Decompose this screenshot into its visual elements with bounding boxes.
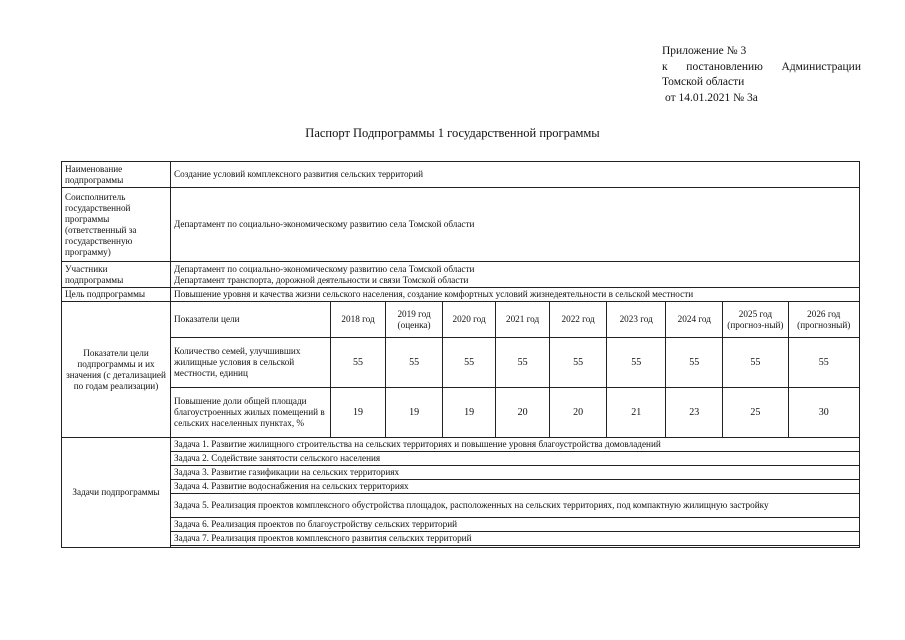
indicator-value: 55 [550, 338, 607, 388]
value-goal: Повышение уровня и качества жизни сельского населения, создание комфортных условий жизнедеятельности в сельской местности [171, 288, 860, 302]
appendix-line-4: от 14.01.2021 № 3а [665, 91, 758, 104]
row-name [62, 162, 860, 188]
indicator-value: 19 [386, 388, 443, 438]
label-name: Наименование подпрограммы [62, 162, 171, 188]
appendix-line-2-word-3: Администрации [781, 60, 861, 73]
row-participants [62, 262, 860, 288]
task-row [62, 466, 860, 480]
indicator-value: 20 [496, 388, 550, 438]
indicators-header: Показатели цели [171, 302, 331, 338]
label-indicators: Показатели цели подпрограммы и их значения (с детализацией по годам реализации) [62, 302, 171, 438]
appendix-block [662, 44, 861, 106]
value-coexecutor: Департамент по социально-экономическому развитию села Томской области [171, 188, 860, 262]
indicator-value: 21 [607, 388, 666, 438]
appendix-line-2-word-2: постановлению [686, 60, 763, 73]
task-row [62, 438, 860, 452]
task-row [62, 532, 860, 546]
participant-2: Департамент транспорта, дорожной деятельности и связи Томской области [174, 274, 469, 285]
indicator-value: 19 [443, 388, 496, 438]
indicator-name: Количество семей, улучшивших жилищные условия в сельской местности, единиц [171, 338, 331, 388]
task-item: Задача 5. Реализация проектов комплексного обустройства площадок, расположенных на сельских территориях, под компактную жилищную застройку [171, 494, 860, 518]
row-goal [62, 288, 860, 302]
indicator-value: 23 [666, 388, 723, 438]
indicator-value: 19 [331, 388, 386, 438]
indicator-value: 55 [496, 338, 550, 388]
year-header: 2025 год (прогноз-ный) [723, 302, 788, 338]
task-item: Задача 3. Развитие газификации на сельских территориях [171, 466, 860, 480]
value-name: Создание условий комплексного развития сельских территорий [171, 162, 860, 188]
indicator-value: 55 [666, 338, 723, 388]
indicator-value: 30 [788, 388, 860, 438]
indicator-value: 20 [550, 388, 607, 438]
appendix-line-2-word-1: к [662, 60, 668, 73]
passport-table [61, 161, 860, 548]
task-row-spacer [62, 546, 860, 548]
task-spacer [171, 546, 860, 548]
task-row [62, 480, 860, 494]
indicator-row [62, 338, 860, 388]
indicator-value: 55 [331, 338, 386, 388]
task-item: Задача 4. Развитие водоснабжения на сельских территориях [171, 480, 860, 494]
year-header: 2021 год [496, 302, 550, 338]
task-item: Задача 1. Развитие жилищного строительства на сельских территориях и повышение уровня благоустройства домовладений [171, 438, 860, 452]
indicators-header-row [62, 302, 860, 338]
year-header: 2019 год (оценка) [386, 302, 443, 338]
year-header: 2026 год (прогнозный) [788, 302, 860, 338]
indicator-value: 55 [607, 338, 666, 388]
task-row [62, 518, 860, 532]
participant-1: Департамент по социально-экономическому развитию села Томской области [174, 263, 475, 274]
indicator-value: 55 [443, 338, 496, 388]
year-header: 2018 год [331, 302, 386, 338]
appendix-line-2 [662, 60, 861, 76]
year-header: 2020 год [443, 302, 496, 338]
year-header: 2022 год [550, 302, 607, 338]
label-goal: Цель подпрограммы [62, 288, 171, 302]
document-title: Паспорт Подпрограммы 1 государственной программы [305, 126, 600, 140]
indicator-value: 55 [386, 338, 443, 388]
task-item: Задача 6. Реализация проектов по благоустройству сельских территорий [171, 518, 860, 532]
value-participants [171, 262, 860, 288]
appendix-line-1: Приложение № 3 [662, 45, 747, 57]
appendix-line-3: Томской области [662, 76, 745, 88]
year-header: 2023 год [607, 302, 666, 338]
indicator-name: Повышение доли общей площади благоустроенных жилых помещений в сельских населенных пунктах, % [171, 388, 331, 438]
label-tasks: Задачи подпрограммы [62, 438, 171, 548]
row-coexecutor [62, 188, 860, 262]
label-participants: Участники подпрограммы [62, 262, 171, 288]
task-row [62, 452, 860, 466]
indicator-row [62, 388, 860, 438]
indicator-value: 55 [788, 338, 860, 388]
label-coexecutor: Соисполнитель государственной программы (ответственный за государственную программу) [62, 188, 171, 262]
year-header: 2024 год [666, 302, 723, 338]
indicator-value: 25 [723, 388, 788, 438]
task-item: Задача 7. Реализация проектов комплексного развития сельских территорий [171, 532, 860, 546]
indicator-value: 55 [723, 338, 788, 388]
task-item: Задача 2. Содействие занятости сельского населения [171, 452, 860, 466]
task-row [62, 494, 860, 518]
